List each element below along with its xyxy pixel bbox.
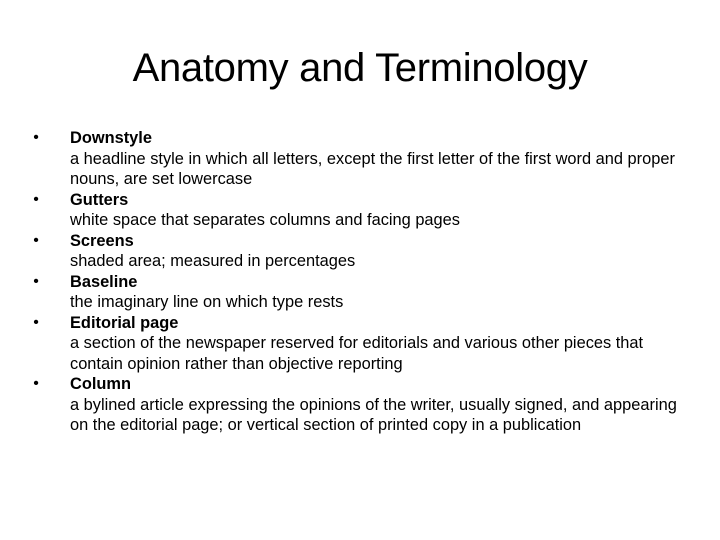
term-definition: shaded area; measured in percentages: [70, 252, 356, 270]
terminology-list: [33, 128, 690, 436]
term-definition: the imaginary line on which type rests: [70, 293, 344, 311]
bullet-icon: •: [33, 231, 39, 249]
bullet-icon: •: [33, 313, 39, 331]
slide-title: Anatomy and Terminology: [132, 46, 588, 90]
list-item: [33, 231, 690, 272]
term-label: Baseline: [70, 272, 138, 291]
list-item: [33, 272, 690, 313]
bullet-icon: •: [33, 129, 39, 146]
term-label: Downstyle: [70, 129, 152, 147]
term-definition: a section of the newspaper reserved for editorials and various other pieces that contain opinion rather than objective reporting: [70, 334, 644, 373]
list-item: [33, 374, 690, 436]
bullet-icon: •: [33, 272, 39, 290]
term-label: Screens: [70, 231, 134, 250]
bullet-icon: •: [33, 190, 39, 208]
list-item: [33, 313, 690, 375]
term-definition: white space that separates columns and facing pages: [70, 211, 460, 229]
term-label: Editorial page: [70, 313, 179, 332]
term-definition: a bylined article expressing the opinions of the writer, usually signed, and appearing on the editorial page; or vertical section of printed copy in a publication: [70, 395, 677, 434]
term-definition: a headline style in which all letters, except the first letter of the first word and proper nouns, are set lowercase: [70, 149, 675, 188]
term-label: Gutters: [70, 190, 129, 209]
term-label: Column: [70, 375, 132, 393]
list-item: [33, 128, 690, 190]
bullet-icon: •: [33, 375, 39, 392]
list-item: [33, 190, 690, 231]
